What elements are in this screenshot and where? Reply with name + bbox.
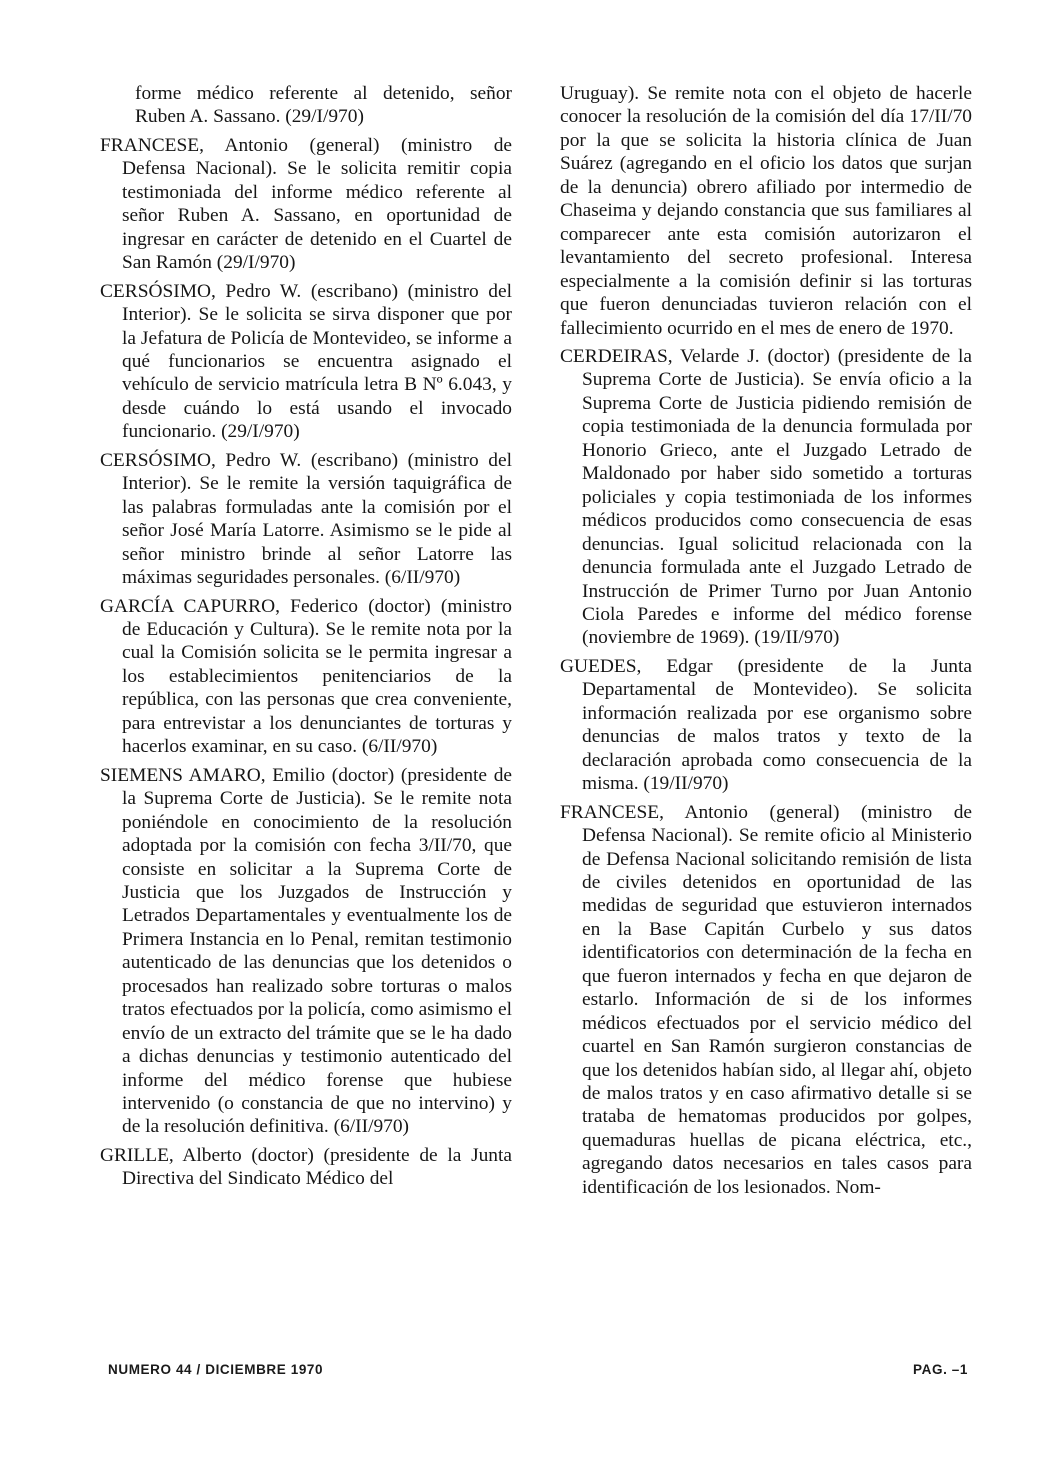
entry-cerdeiras: CERDEIRAS, Velarde J. (doctor) (presidente de la Suprema Corte de Justicia). Se envía oficio a la Suprema Corte de Justicia pidiendo remisión de copia testimoniada de la denuncia formulada por Honorio Grieco, ante el Juzgado Letrado de Maldonado por haber sido sometido a torturas policiales y copia testimoniada de los informes médicos producidos como consecuencia de esas denuncias. Igual solicitud relacionada con la denuncia formulada ante el Juzgado Letrado de Instrucción de Primer Turno por Juan Antonio Ciola Paredes e informe del médico forense (noviembre de 1969). (19/II/970) [560,345,972,649]
entry-grille: GRILLE, Alberto (doctor) (presidente de la Junta Directiva del Sindicato Médico del [100,1144,512,1190]
entry-francese-2: FRANCESE, Antonio (general) (ministro de Defensa Nacional). Se remite oficio al Ministerio de Defensa Nacional solicitando remisión de lista de civiles detenidos en oportunidad de las medidas de seguridad que estuvieron internados en la Base Capitán Curbelo y sus datos identificatorios con determinación de la fecha en que fueron internados y fecha en que dejaron de estarlo. Información de si de los informes médicos efectuados por el servicio médico del cuartel en San Ramón surgieron constancias de que los detenidos habían sido, al llegar ahí, objeto de malos tratos y en caso afirmativo detalle si se trataba de hematomas producidos por golpes, quemaduras huellas de picana eléctrica, etc., agregando datos necesarios en tales casos para identificación de los lesionados. Nom- [560,801,972,1198]
entry-siemens-amaro: SIEMENS AMARO, Emilio (doctor) (presidente de la Suprema Corte de Justicia). Se le remite nota poniéndole en conocimiento de la resolución adoptada por la comisión con fecha 3/II/70, que consiste en solicitar a la Suprema Corte de Justicia que los Juzgados de Instrucción y Letrados Departamentales y eventualmente los de Primera Instancia en lo Penal, remitan testimonio autenticado de las denuncias que los detenidos o procesados han realizado sobre torturas o malos tratos efectuados por la policía, como asimismo el envío de un extracto del trámite que se le ha dado a dichas denuncias y testimonio autenticado del informe del médico forense que hubiese intervenido (o constancia de que no intervino) y de la resolución definitiva. (6/II/970) [100,764,512,1138]
entry-grille-continuation: Uruguay). Se remite nota con el objeto de hacerle conocer la resolución de la comisión del día 17/II/70 por la que se solicita la historia clínica de Juan Suárez (agregando en el oficio los datos que surjan de la denuncia) obrero afiliado por intermedio de Chaseima y dejando constancia que sus familiares al comparecer ante esta comisión autorizaron el levantamiento del secreto profesional. Interesa especialmente a la comisión definir si las torturas que fueron denunciadas tuvieron relación con el fallecimiento ocurrido en el mes de enero de 1970. [560,83,972,339]
right-column [560,82,972,1204]
page-number: PAG. –1 [913,1362,968,1377]
issue-label: NUMERO 44 / DICIEMBRE 1970 [108,1362,324,1377]
entry-cersosimo-1: CERSÓSIMO, Pedro W. (escribano) (ministro del Interior). Se le solicita se sirva disponer que por la Jefatura de Policía de Montevideo, se informe a qué funcionarios se encuentra asignado el vehículo de servicio matrícula letra B Nº 6.043, y desde cuándo lo está usando el invocado funcionario. (29/I/970) [100,280,512,443]
left-column [100,82,512,1196]
entry-cersosimo-2: CERSÓSIMO, Pedro W. (escribano) (ministro del Interior). Se le remite la versión taquigráfica de las palabras formuladas ante la comisión por el señor José María Latorre. Asimismo se le pide al señor ministro brinde al señor Latorre las máximas seguridades personales. (6/II/970) [100,449,512,589]
entry-garcia-capurro: GARCÍA CAPURRO, Federico (doctor) (ministro de Educación y Cultura). Se le remite nota por la cual la Comisión solicita se le permita ingresar a los establecimientos penitenciarios de la república, con las personas que crea conveniente, para entrevistar a los denunciantes de torturas y hacerlos examinar, en su caso. (6/II/970) [100,595,512,758]
entry-continuation: forme médico referente al detenido, señor Ruben A. Sassano. (29/I/970) [135,83,512,128]
entry-francese-1: FRANCESE, Antonio (general) (ministro de Defensa Nacional). Se le solicita remitir copia testimoniada del informe médico referente al señor Ruben A. Sassano, en oportunidad de ingresar en carácter de detenido en el Cuartel de San Ramón (29/I/970) [100,134,512,274]
entry-guedes: GUEDES, Edgar (presidente de la Junta Departamental de Montevideo). Se solicita información realizada por ese organismo sobre denuncias de malos tratos y texto de la declaración aprobada como consecuencia de la misma. (19/II/970) [560,655,972,795]
